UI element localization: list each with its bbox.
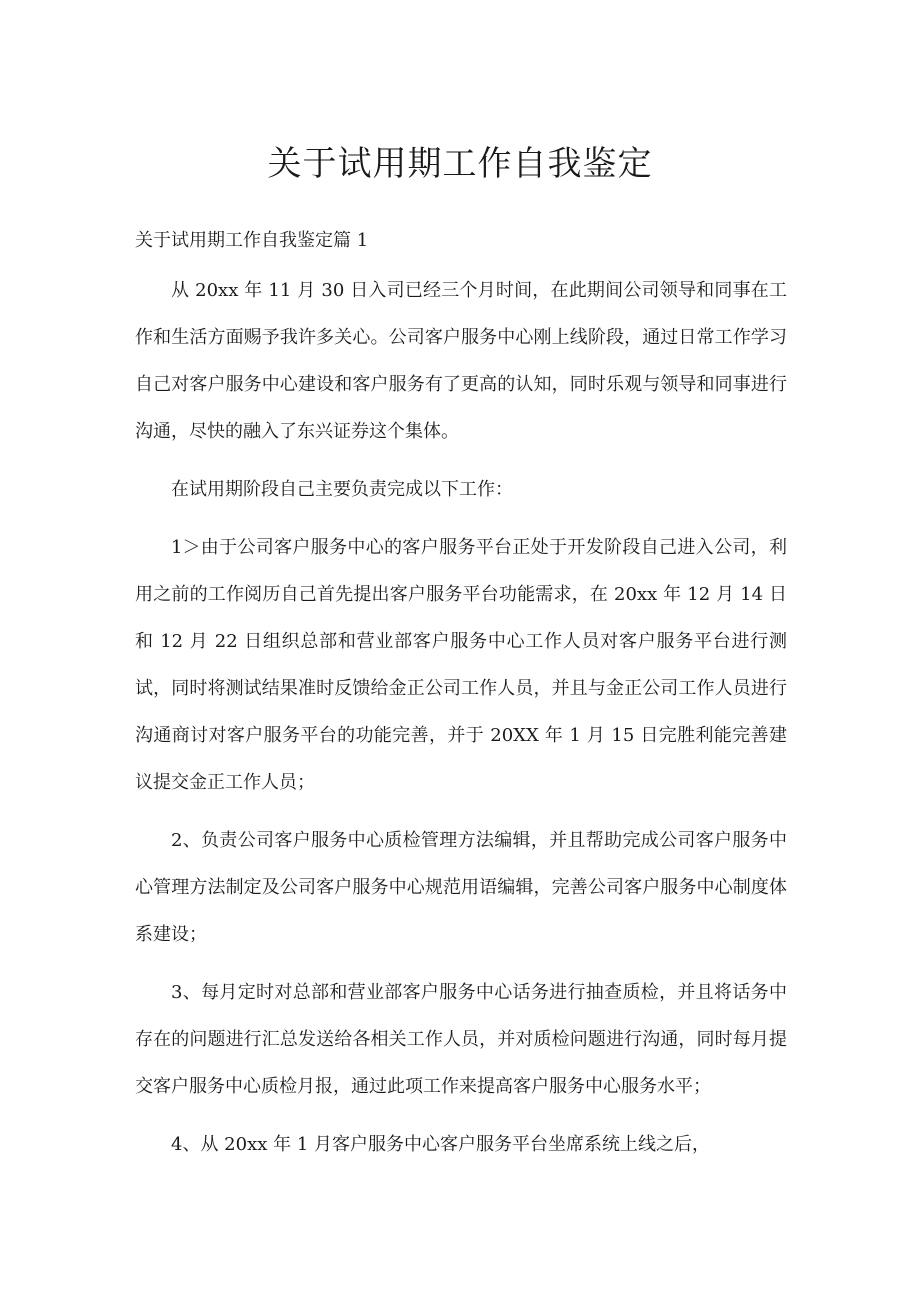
paragraph-intro: 从 20xx 年 11 月 30 日入司已经三个月时间，在此期间公司领导和同事在工作和生活方面赐予我许多关心。公司客户服务中心刚上线阶段，通过日常工作学习自己对客户服务中心建设和客户服务有了更高的认知，同时乐观与领导和同事进行沟通，尽快的融入了东兴证券这个集体。 — [135, 280, 787, 442]
paragraph-item-3: 3、每月定时对总部和营业部客户服务中心话务进行抽查质检，并且将话务中存在的问题进行汇总发送给各相关工作人员，并对质检问题进行沟通，同时每月提交客户服务中心质检月报，通过此项工作来提高客户服务中心服务水平； — [135, 982, 787, 1097]
paragraph-work-summary: 在试用期阶段自己主要负责完成以下工作： — [171, 479, 513, 500]
section-heading: 关于试用期工作自我鉴定篇 1 — [135, 230, 369, 251]
document-title: 关于试用期工作自我鉴定 — [267, 144, 653, 184]
document-body — [135, 267, 787, 1179]
paragraph-item-4: 4、从 20xx 年 1 月客户服务中心客户服务平台坐席系统上线之后， — [171, 1134, 710, 1155]
paragraph-item-1: 1＞由于公司客户服务中心的客户服务平台正处于开发阶段自己进入公司，利用之前的工作阅历自己首先提出客户服务平台功能需求，在 20xx 年 12 月 14 日和 12 月 22 日组织总部和营业部客户服务中心工作人员对客户服务平台进行测试，同时将测试结果准时反馈给金正公司工作人员，并且与金正公司工作人员进行沟通商讨对客户服务平台的功能完善，并于 20XX 年 1 月 15 日完胜利能完善建议提交金正工作人员； — [135, 537, 787, 793]
paragraph-item-2: 2、负责公司客户服务中心质检管理方法编辑，并且帮助完成公司客户服务中心管理方法制定及公司客户服务中心规范用语编辑，完善公司客户服务中心制度体系建设； — [135, 830, 787, 945]
